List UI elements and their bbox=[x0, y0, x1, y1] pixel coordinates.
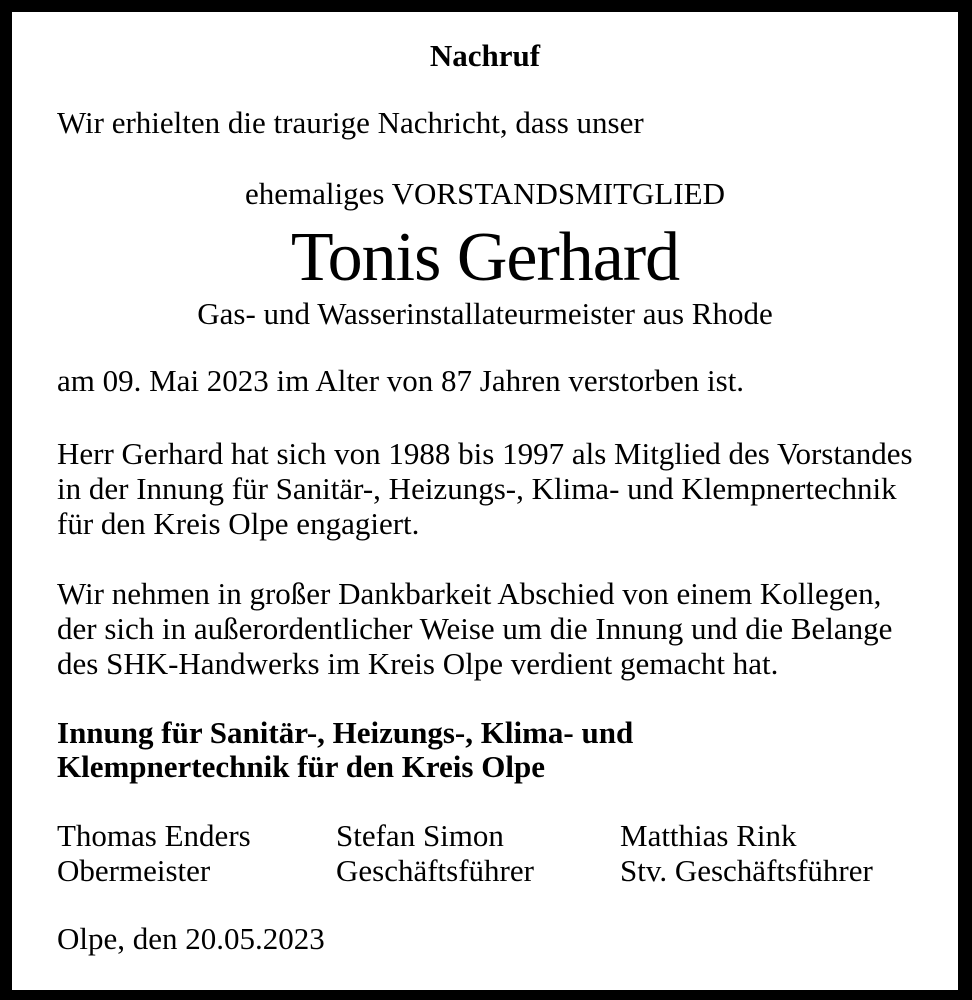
tribute-paragraph-2-line-2: der sich in außerordentlicher Weise um die Innung und die Belange bbox=[57, 611, 893, 646]
organization-name bbox=[57, 716, 633, 784]
signatory-role: Geschäftsführer bbox=[336, 853, 534, 888]
notice-page bbox=[12, 12, 958, 990]
former-role-line: ehemaliges VORSTANDSMITGLIED bbox=[245, 176, 725, 211]
tribute-paragraph-2-line-1: Wir nehmen in großer Dankbarkeit Abschied von einem Kollegen, bbox=[57, 576, 882, 611]
tribute-paragraph-2 bbox=[57, 576, 892, 681]
signatory-name: Stefan Simon bbox=[336, 818, 504, 853]
signatory-geschaeftsfuehrer bbox=[336, 818, 620, 888]
signatory-stv-geschaeftsfuehrer bbox=[620, 818, 928, 888]
place-date-line: Olpe, den 20.05.2023 bbox=[57, 921, 325, 956]
death-statement-line: am 09. Mai 2023 im Alter von 87 Jahren verstorben ist. bbox=[57, 363, 745, 398]
deceased-title-line: Gas- und Wasserinstallateurmeister aus Rhode bbox=[197, 296, 773, 331]
tribute-paragraph-1-line-2: in der Innung für Sanitär-, Heizungs-, Klima- und Klempnertechnik bbox=[57, 471, 897, 506]
intro-line: Wir erhielten die traurige Nachricht, dass unser bbox=[57, 105, 644, 140]
tribute-paragraph-2-line-3: des SHK-Handwerks im Kreis Olpe verdient gemacht hat. bbox=[57, 646, 779, 681]
organization-name-line-2: Klempnertechnik für den Kreis Olpe bbox=[57, 749, 545, 784]
notice-heading: Nachruf bbox=[429, 38, 541, 73]
tribute-paragraph-1 bbox=[57, 436, 913, 541]
signatory-name: Thomas Enders bbox=[57, 818, 251, 853]
tribute-paragraph-1-line-3: für den Kreis Olpe engagiert. bbox=[57, 506, 420, 541]
signatories bbox=[57, 818, 928, 888]
organization-name-line-1: Innung für Sanitär-, Heizungs-, Klima- und bbox=[57, 715, 634, 750]
signatory-name: Matthias Rink bbox=[620, 818, 797, 853]
deceased-name: Tonis Gerhard bbox=[290, 219, 680, 296]
signatory-role: Stv. Geschäftsführer bbox=[620, 853, 873, 888]
signatory-role: Obermeister bbox=[57, 853, 211, 888]
signatory-obermeister bbox=[57, 818, 336, 888]
tribute-paragraph-1-line-1: Herr Gerhard hat sich von 1988 bis 1997 als Mitglied des Vorstandes bbox=[57, 436, 913, 471]
